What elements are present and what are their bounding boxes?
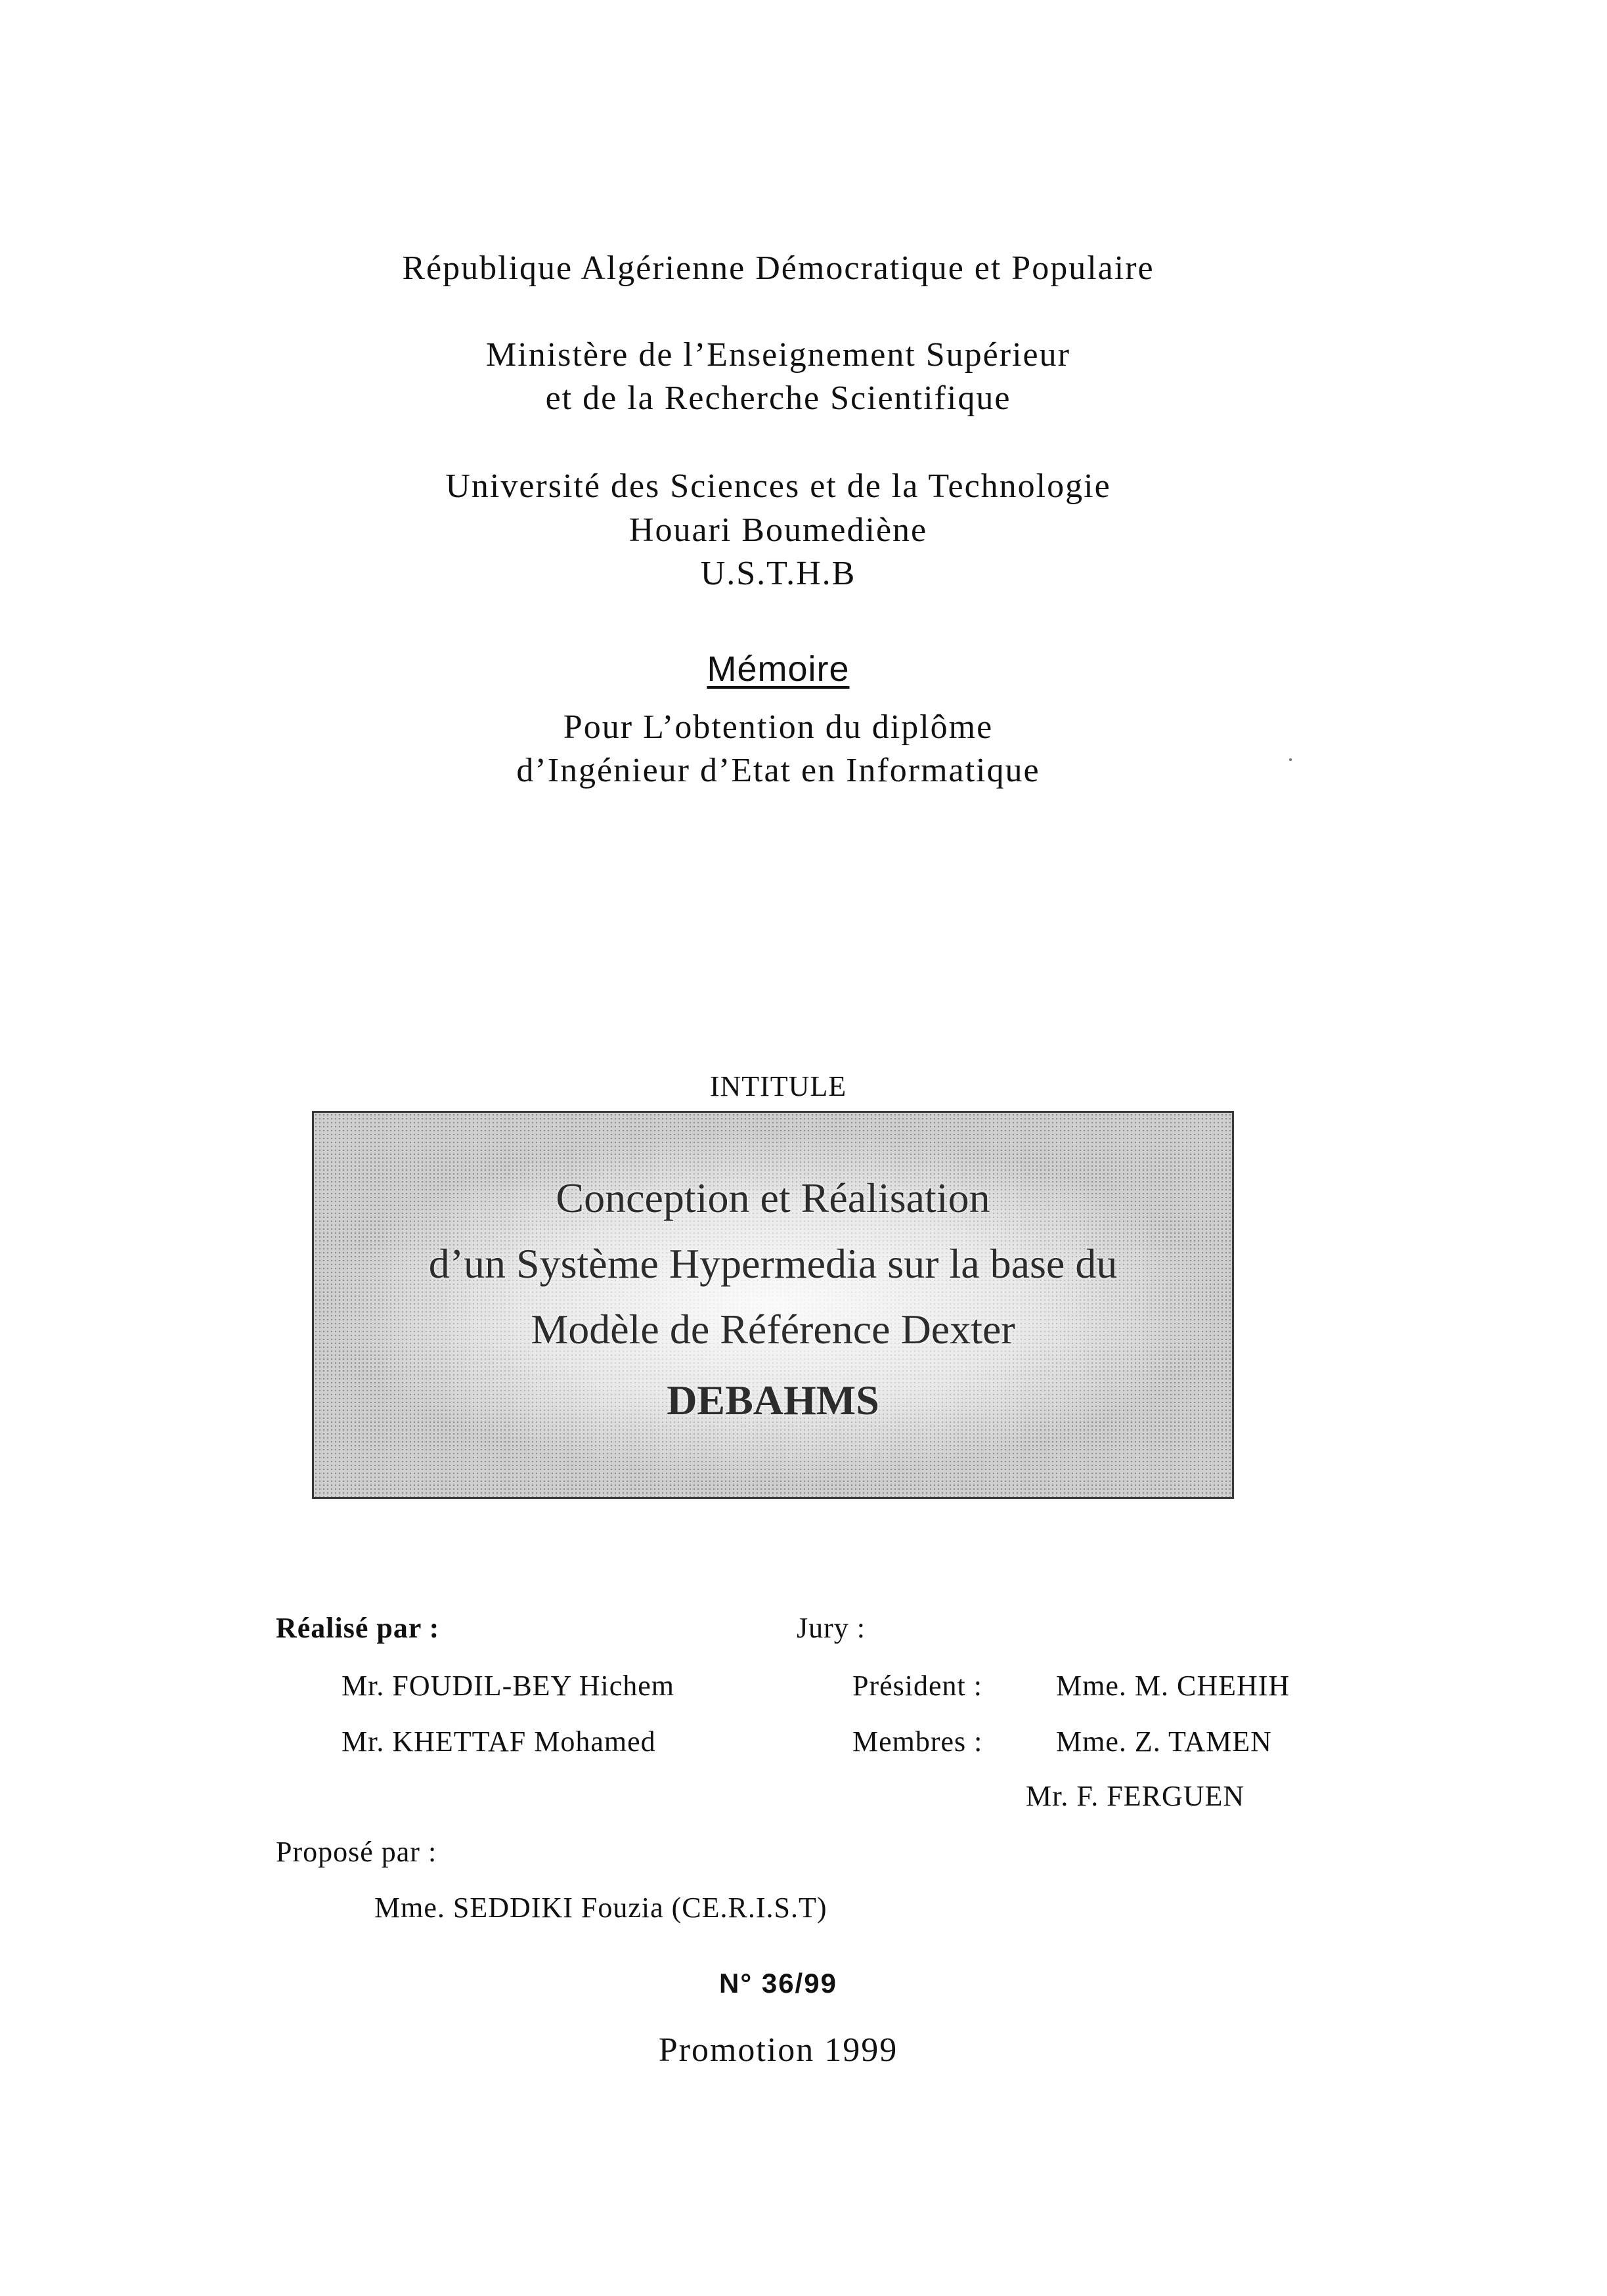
president-name: Mme. M. CHEHIH xyxy=(1056,1670,1290,1702)
title-box xyxy=(312,1111,1234,1499)
authors-label: Réalisé par : xyxy=(276,1612,440,1644)
title-line-3: Modèle de Référence Dexter xyxy=(531,1306,1015,1353)
member-name-1: Mme. Z. TAMEN xyxy=(1056,1725,1272,1758)
author-name-1: Mr. FOUDIL-BEY Hichem xyxy=(341,1670,674,1702)
jury-label: Jury : xyxy=(797,1612,866,1644)
republic-heading: République Algérienne Démocratique et Populaire xyxy=(402,249,1155,287)
title-label: INTITULE xyxy=(709,1070,847,1102)
project-acronym: DEBAHMS xyxy=(667,1377,879,1423)
thesis-type-heading: Mémoire xyxy=(707,649,850,689)
member-name-2: Mr. F. FERGUEN xyxy=(1026,1780,1245,1812)
purpose-line-2: d’Ingénieur d’Etat en Informatique xyxy=(516,752,1040,789)
proposer-label: Proposé par : xyxy=(276,1836,437,1868)
president-label: Président : xyxy=(852,1670,982,1702)
scan-speck xyxy=(1289,758,1292,761)
ministry-line-2: et de la Recherche Scientifique xyxy=(545,379,1011,417)
proposer-name: Mme. SEDDIKI Fouzia (CE.R.I.S.T) xyxy=(374,1892,827,1924)
members-label: Membres : xyxy=(852,1725,983,1758)
ministry-line-1: Ministère de l’Enseignement Supérieur xyxy=(486,336,1070,374)
document-number: N° 36/99 xyxy=(719,1968,837,1999)
title-line-2: d’un Système Hypermedia sur la base du xyxy=(428,1240,1118,1287)
university-line-2: Houari Boumediène xyxy=(628,511,928,549)
title-line-1: Conception et Réalisation xyxy=(556,1175,990,1221)
author-name-2: Mr. KHETTAF Mohamed xyxy=(341,1725,656,1758)
purpose-line-1: Pour L’obtention du diplôme xyxy=(563,708,994,746)
promotion-year: Promotion 1999 xyxy=(658,2031,898,2069)
university-line-1: Université des Sciences et de la Technologie xyxy=(445,467,1111,505)
university-acronym: U.S.T.H.B xyxy=(700,555,856,592)
